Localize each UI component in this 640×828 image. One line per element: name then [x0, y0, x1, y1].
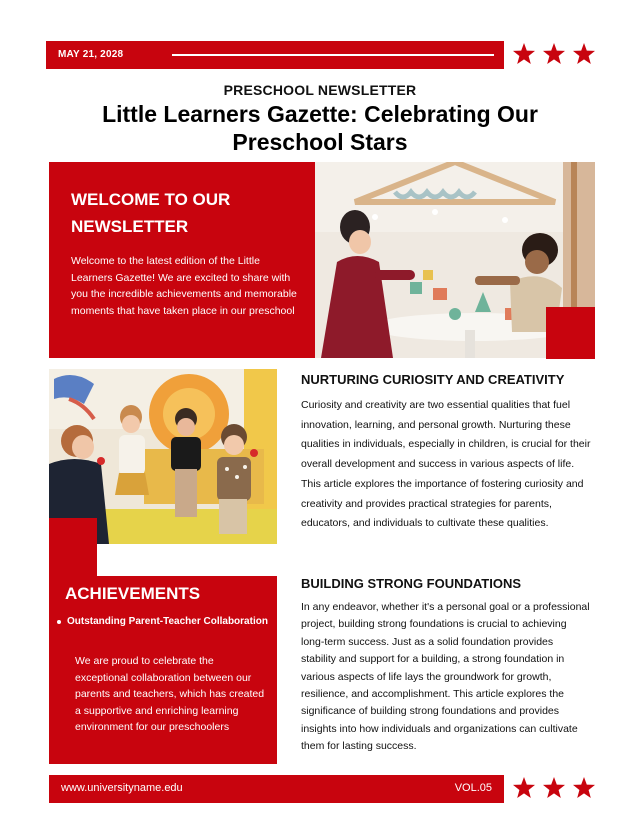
star-icon: [542, 776, 566, 800]
achievements-body: We are proud to celebrate the exceptional collaboration between our parents and teachers, which has created a supportive and enriching learning environment for our preschoolers: [75, 655, 265, 733]
welcome-heading: WELCOME TO OUR NEWSLETTER: [71, 190, 231, 236]
star-icon: [512, 776, 536, 800]
welcome-body: Welcome to the latest edition of the Little Learners Gazette! We are excited to share with you the incredible achievements and memorable moments that have taken place in our preschool: [71, 255, 297, 317]
article1-heading: NURTURING CURIOSITY AND CREATIVITY: [301, 372, 565, 387]
photo1-accent-block: [546, 307, 595, 359]
volume-number: VOL.05: [454, 782, 492, 794]
article2-heading: BUILDING STRONG FOUNDATIONS: [301, 576, 522, 591]
article2-body: In any endeavor, whether it's a personal goal or a professional project, building strong foundations is crucial to achieving long-term success. Just as a solid foundation provides stability and support for a building, a strong foundation in various aspects of life lays the groundwork for growth, resilience, and accomplishment. This article explores the significance of building strong foundations and provides insights into how individuals and organizations can cultivate them for lasting success.: [301, 601, 590, 753]
page-title: Little Learners Gazette: Celebrating Our Preschool Stars: [102, 101, 538, 155]
achievements-heading: ACHIEVEMENTS: [65, 584, 201, 603]
issue-date: MAY 21, 2028: [58, 49, 124, 60]
achievements-section: [49, 576, 277, 764]
top-date-bar: [46, 41, 504, 69]
photo2-accent-block: [49, 518, 97, 576]
article1-body: Curiosity and creativity are two essential qualities that fuel innovation, learning, and personal growth. Nurturing these qualities in individuals, especially in children, is crucial for their overall development and success in various aspects of life. This article explores the importance of fostering curiosity and creativity and provides practical strategies for parents, educators, and individuals to cultivate these qualities.: [301, 399, 591, 530]
newsletter-kicker: PRESCHOOL NEWSLETTER: [223, 82, 417, 98]
welcome-section: [49, 162, 316, 358]
footer-bar: [49, 775, 504, 803]
top-stars: [512, 42, 596, 66]
star-icon: [572, 776, 596, 800]
star-icon: [542, 42, 566, 66]
star-icon: [572, 42, 596, 66]
footer-url-link[interactable]: www.universityname.edu: [61, 782, 183, 794]
achievement-bullet-item: Outstanding Parent-Teacher Collaboration: [53, 615, 271, 628]
date-divider-line: [172, 54, 494, 56]
bottom-stars: [512, 776, 596, 800]
star-icon: [512, 42, 536, 66]
